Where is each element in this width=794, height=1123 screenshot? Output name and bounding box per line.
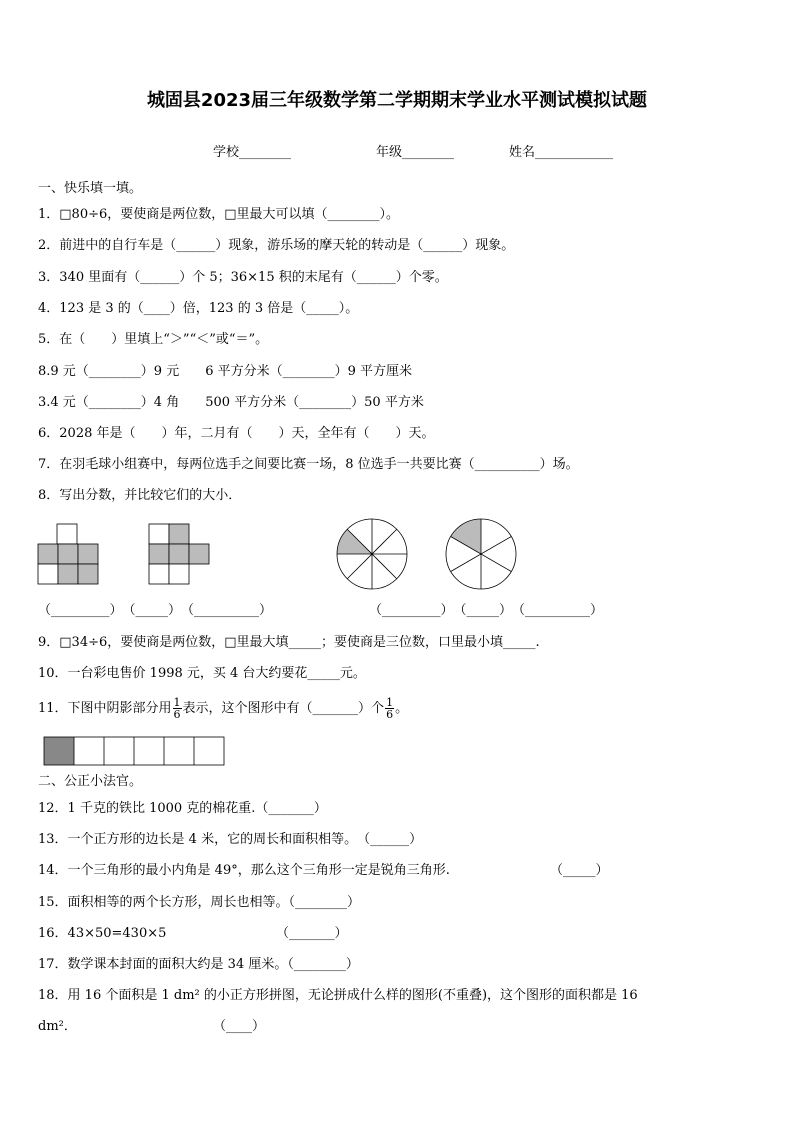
question-11-text-a: 11．下图中阴影部分用 [38, 701, 172, 716]
question-2: 2．前进中的自行车是（______）现象，游乐场的摩天轮的转动是（______）现象。 [38, 238, 515, 253]
question-5: 5．在（ ）里填上“＞”“＜”或“＝”。 [38, 332, 269, 347]
question-5-row-2: 3.4 元（________）4 角 500 平方分米（________）50 平方米 [38, 395, 424, 410]
question-1: 1．□80÷6，要使商是两位数，□里最大可以填（________）。 [38, 207, 400, 222]
question-10: 10．一台彩电售价 1998 元，买 4 台大约要花_____元。 [38, 666, 366, 681]
fraction-one-sixth [173, 697, 182, 720]
question-12: 12．1 千克的铁比 1000 克的棉花重.（_______） [38, 801, 327, 816]
section-heading-1: 一、快乐填一填。 [38, 181, 143, 196]
school-field: 学校________ [213, 145, 292, 160]
question-8: 8．写出分数，并比较它们的大小． [38, 488, 242, 503]
fraction-numerator-2: 1 [386, 696, 394, 709]
question-3: 3．340 里面有（______）个 5；36×15 积的末尾有（______）个零。 [38, 270, 448, 285]
question-4: 4．123 是 3 的（____）倍，123 的 3 倍是（_____）。 [38, 301, 359, 316]
question-9: 9．□34÷6，要使商是两位数，□里最大填_____；要使商是三位数，口里最小填_____. [38, 635, 540, 650]
question-14-blank: （_____） [550, 863, 609, 878]
question-11 [38, 696, 408, 722]
question-8-blanks-left: （_________） （_____） （__________） [38, 603, 273, 618]
grid-figure-1 [37, 523, 101, 585]
question-16: 16．43×50=430×5 [38, 926, 167, 941]
question-11-text-c: 。 [395, 701, 409, 716]
circle-figure-1 [334, 516, 410, 592]
question-7: 7．在羽毛球小组赛中，每两位选手之间要比赛一场，8 位选手一共要比赛（__________）场。 [38, 457, 579, 472]
question-18-blank: （____） [213, 1019, 266, 1034]
question-11-text-b: 表示，这个图形中有（_______）个 [182, 701, 385, 716]
name-field: 姓名____________ [509, 145, 614, 160]
fraction-numerator: 1 [173, 696, 181, 709]
question-15: 15．面积相等的两个长方形，周长也相等。（________） [38, 895, 361, 910]
question-14: 14．一个三角形的最小内角是 49°，那么这个三角形一定是锐角三角形. [38, 863, 450, 878]
question-5-row-1: 8.9 元（________）9 元 6 平方分米（________）9 平方厘米 [38, 364, 413, 379]
question-16-blank: （_______） [276, 926, 348, 941]
page-title: 城固县2023届三年级数学第二学期期末学业水平测试模拟试题 [146, 90, 648, 111]
grade-field: 年级________ [376, 145, 455, 160]
question-18-unit: dm²． [38, 1019, 77, 1034]
question-8-blanks-right: （_________） （_____） （__________） [369, 603, 604, 618]
question-17: 17．数学课本封面的面积大约是 34 厘米。（________） [38, 957, 359, 972]
fraction-denominator-2: 6 [386, 708, 394, 721]
grid-figure-2 [148, 523, 212, 585]
section-heading-2: 二、公正小法官。 [38, 774, 143, 789]
circle-figure-2 [443, 516, 519, 592]
question-6: 6．2028 年是（ ）年，二月有（ ）天，全年有（ ）天。 [38, 426, 435, 441]
question-13: 13．一个正方形的边长是 4 米，它的周长和面积相等。 （______） [38, 832, 423, 847]
fraction-one-sixth-2 [385, 697, 394, 720]
strip-figure [43, 736, 226, 766]
question-18: 18．用 16 个面积是 1 dm² 的小正方形拼图，无论拼成什么样的图形(不重叠)，这个图形的面积都是 16 [38, 988, 638, 1003]
fraction-denominator: 6 [173, 708, 181, 721]
